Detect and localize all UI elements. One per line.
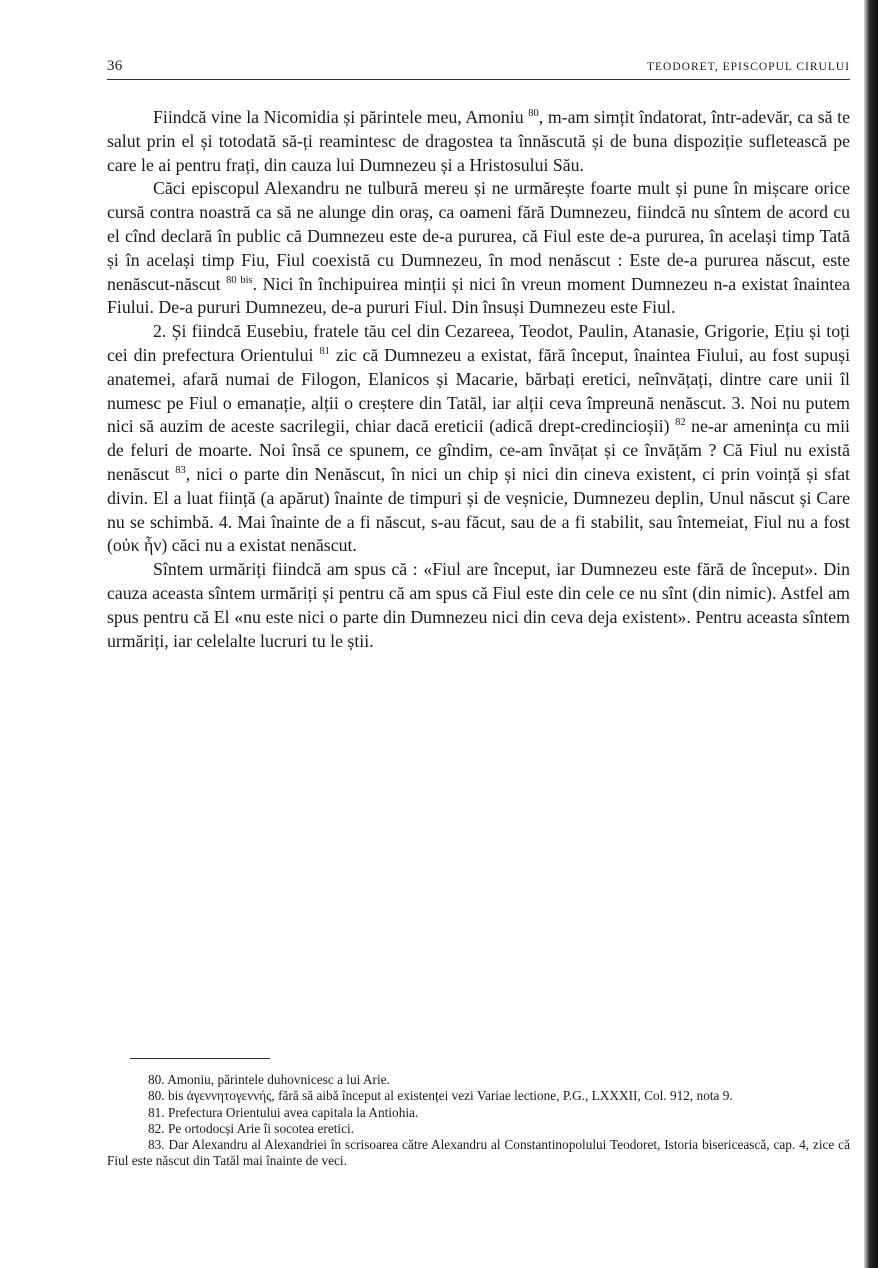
paragraph-1: Fiindcă vine la Nicomidia și părintele meu, Amoniu $^{80}$, m-am simțit îndatorat, într-adevăr, ca să te salut prin el și totodată să-ți reamintesc de dragostea ta înnăscută și de buna dispoziție sufletească pe care le ai pentru frați, din cauza lui Dumnezeu și a Hristosului Său. <box>107 107 850 175</box>
footnote-83: 83. Dar Alexandru al Alexandriei în scrisoarea către Alexandru al Constantinopolului Teodoret, Istoria bisericească, cap. 4, zice că Fiul este născut din Tatăl mai înainte de veci. <box>107 1137 850 1169</box>
paragraph-2: Căci episcopul Alexandru ne tulbură mereu și ne urmărește foarte mult și pune în mișcare orice cursă contra noastră ca să ne alunge din oraș, ca oameni fără Dumnezeu, fiindcă nu sîntem de acord cu el cînd declară în public că Dumnezeu este de-a pururea, că Fiul este de-a pururea, în același timp Tată și în același timp Fiu, Fiul coexistă cu Dumnezeu, în mod nenăscut : Este de-a pururea născut, este nenăscut-născut $^{80 bis}$. Nici în închipuirea minții și nici în vreun moment Dumnezeu n-a existat înaintea Fiului. De-a pururi Dumnezeu, de-a pururi Fiul. Din însuși Dumnezeu este Fiul. <box>107 178 850 318</box>
footnote-81: 81. Prefectura Orientului avea capitala la Antiohia. <box>148 1104 419 1120</box>
scan-edge-shadow <box>864 0 878 1268</box>
footnote-ref-83: 83 <box>175 464 186 476</box>
footnote-rule <box>130 1058 270 1059</box>
footnote-80-bis: 80. bis ἀγεννητογεννής, fără să aibă început al existenței vezi Variae lectione, P.G., LXXXII, Col. 912, nota 9. <box>148 1088 733 1104</box>
header-rule <box>107 79 850 80</box>
footnote-ref-81: 81 <box>319 345 330 357</box>
footnote-ref-80-bis: 80 bis <box>226 274 253 286</box>
footnotes <box>107 1072 850 1170</box>
page-number: 36 <box>107 58 123 74</box>
footnote-82: 82. Pe ortodocși Arie îi socotea eretici. <box>148 1120 355 1136</box>
footnote-80: 80. Amoniu, părintele duhovnicesc a lui Arie. <box>148 1072 390 1087</box>
paragraph-4: Sîntem urmăriți fiindcă am spus că : «Fiul are început, iar Dumnezeu este fără de început». Din cauza aceasta sîntem urmăriți și pentru că am spus că Fiul este din cele ce nu sînt (din nimic). Astfel am spus pentru că El «nu este nici o parte din Dumnezeu nici din ceva deja existent». Pentru aceasta sîntem urmăriți, iar celelalte lucruri tu le știi. <box>107 559 850 651</box>
footnote-ref-82: 82 <box>675 417 686 429</box>
running-head: TEODORET, EPISCOPUL CIRULUI <box>646 61 850 73</box>
body-text <box>107 106 850 653</box>
footnote-ref-80: 80 <box>528 108 539 119</box>
page-header <box>107 58 850 80</box>
paragraph-3: 2. Și fiindcă Eusebiu, fratele tău cel din Cezareea, Teodot, Paulin, Atanasie, Grigorie, Ețiu și toți cei din prefectura Orientului $^{81}$ zic că Dumnezeu a existat, fără început, înaintea Fiului, au fost supuși anatemei, afară numai de Filogon, Elanicos și Macarie, bărbați eretici, neînvățați, dintre care unii îl numesc pe Fiul o emanație, alții o creștere din Tatăl, iar alții ceva împreună nenăscut. 3. Noi nu putem nici să auzim de aceste sacrilegii, chiar dacă ereticii (adică drept-credincioșii) $^{82}$ ne-ar amenința cu mii de feluri de moarte. Noi însă ce spunem, ce gîndim, ce-am învățat și ce învățăm ? Că Fiul nu există nenăscut $^{83}$, nici o parte din Nenăscut, în nici un chip și nici din cineva existent, ci prin voință și sfat divin. El a luat ființă (a apărut) înainte de timpuri și de veșnicie, Dumnezeu deplin, Unul născut și Care nu se schimbă. 4. Mai înainte de a fi născut, s-au făcut, sau de a fi stabilit, sau întemeiat, Fiul nu a fost (οὐκ ἦν) căci nu a existat nenăscut. <box>107 321 851 556</box>
